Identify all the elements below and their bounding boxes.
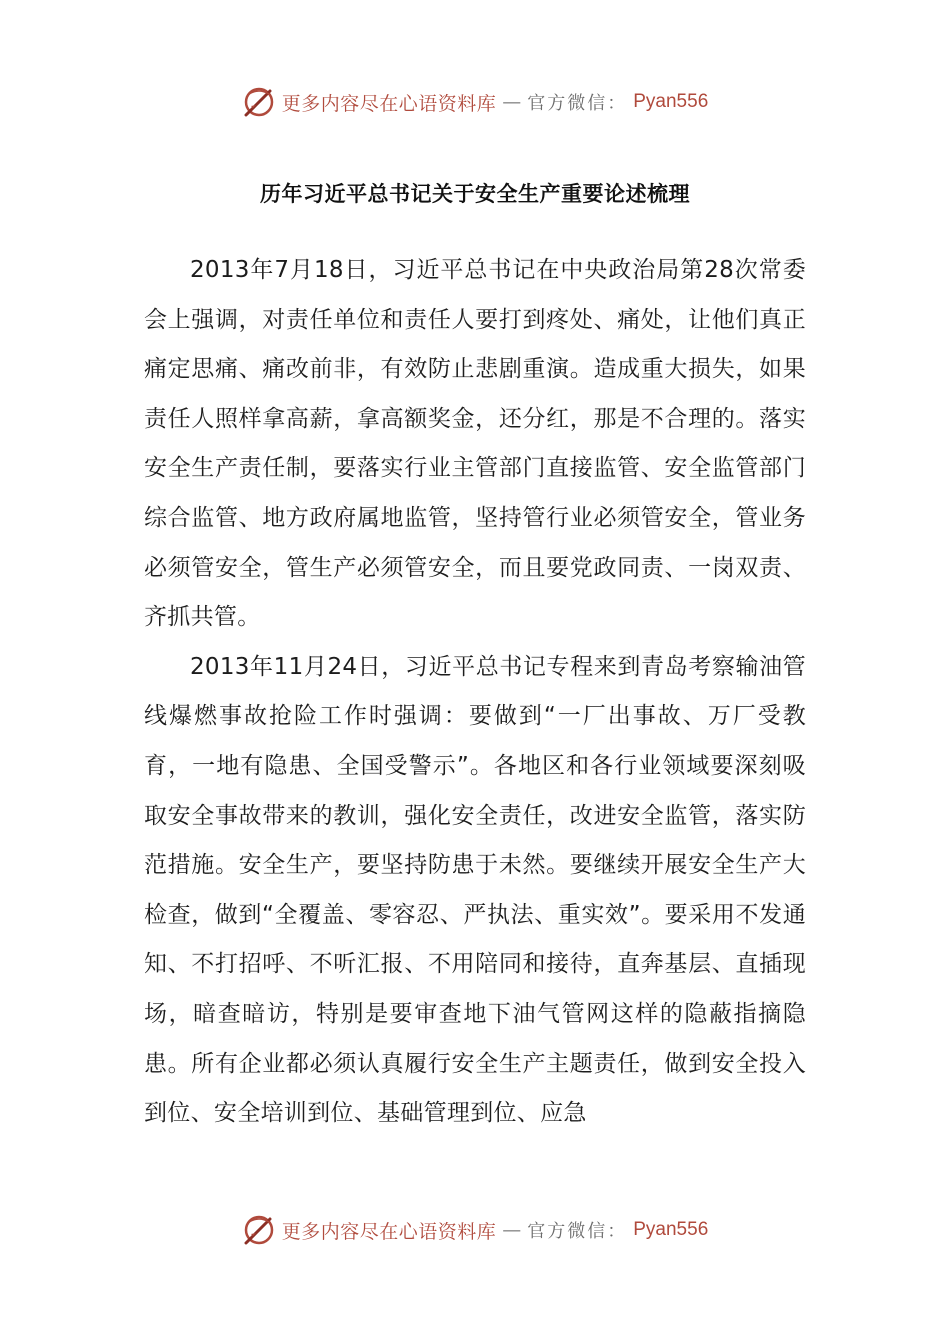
body-paragraph: 2013年11月24日，习近平总书记专程来到青岛考察输油管线爆燃事故抢险工作时强调：要做到“一厂出事故、万厂受教育，一地有隐患、全国受警示”。各地区和各行业领域要深刻吸取安全事故带来的教训，强化安全责任，改进安全监管，落实防范措施。安全生产，要坚持防患于未然。要继续开展安全生产大检查，做到“全覆盖、零容忍、严执法、重实效”。要采用不发通知、不打招呼、不听汇报、不用陪同和接待，直奔基层、直插现场，暗查暗访，特别是要审查地下油气管网这样的隐蔽指摘隐患。所有企业都必须认真履行安全生产主题责任，做到安全投入到位、安全培训到位、基础管理到位、应急 (144, 653, 806, 1127)
banner-dash: — (502, 91, 522, 113)
body-paragraph: 2013年7月18日，习近平总书记在中央政治局第28次常委会上强调，对责任单位和责任人要打到疼处、痛处，让他们真正痛定思痛、痛改前非，有效防止悲剧重演。造成重大损失，如果责任人照样拿高薪，拿高额奖金，还分红，那是不合理的。落实安全生产责任制，要落实行业主管部门直接监管、安全监管部门综合监管、地方政府属地监管，坚持管行业必须管安全，管业务必须管安全，管生产必须管安全，而且要党政同责、一岗双责、齐抓共管。 (144, 257, 806, 631)
banner-wechat-label: 官方微信： (527, 1221, 628, 1242)
banner-wechat-id: Pyan556 (633, 1219, 709, 1240)
footer-watermark-banner (0, 1210, 950, 1250)
banner-dash: — (502, 1219, 522, 1241)
banner-brand-text: 更多内容尽在心语资料库 (281, 1220, 497, 1243)
header-watermark-banner (0, 82, 950, 122)
banner-brand-text: 更多内容尽在心语资料库 (281, 92, 497, 115)
banner-wechat-label: 官方微信： (527, 93, 628, 114)
document-body (144, 246, 806, 1139)
document-title: 历年习近平总书记关于安全生产重要论述梳理 (260, 182, 690, 206)
pen-nib-logo-icon (242, 1213, 276, 1247)
banner-wechat-id: Pyan556 (633, 91, 709, 112)
pen-nib-logo-icon (242, 85, 276, 119)
